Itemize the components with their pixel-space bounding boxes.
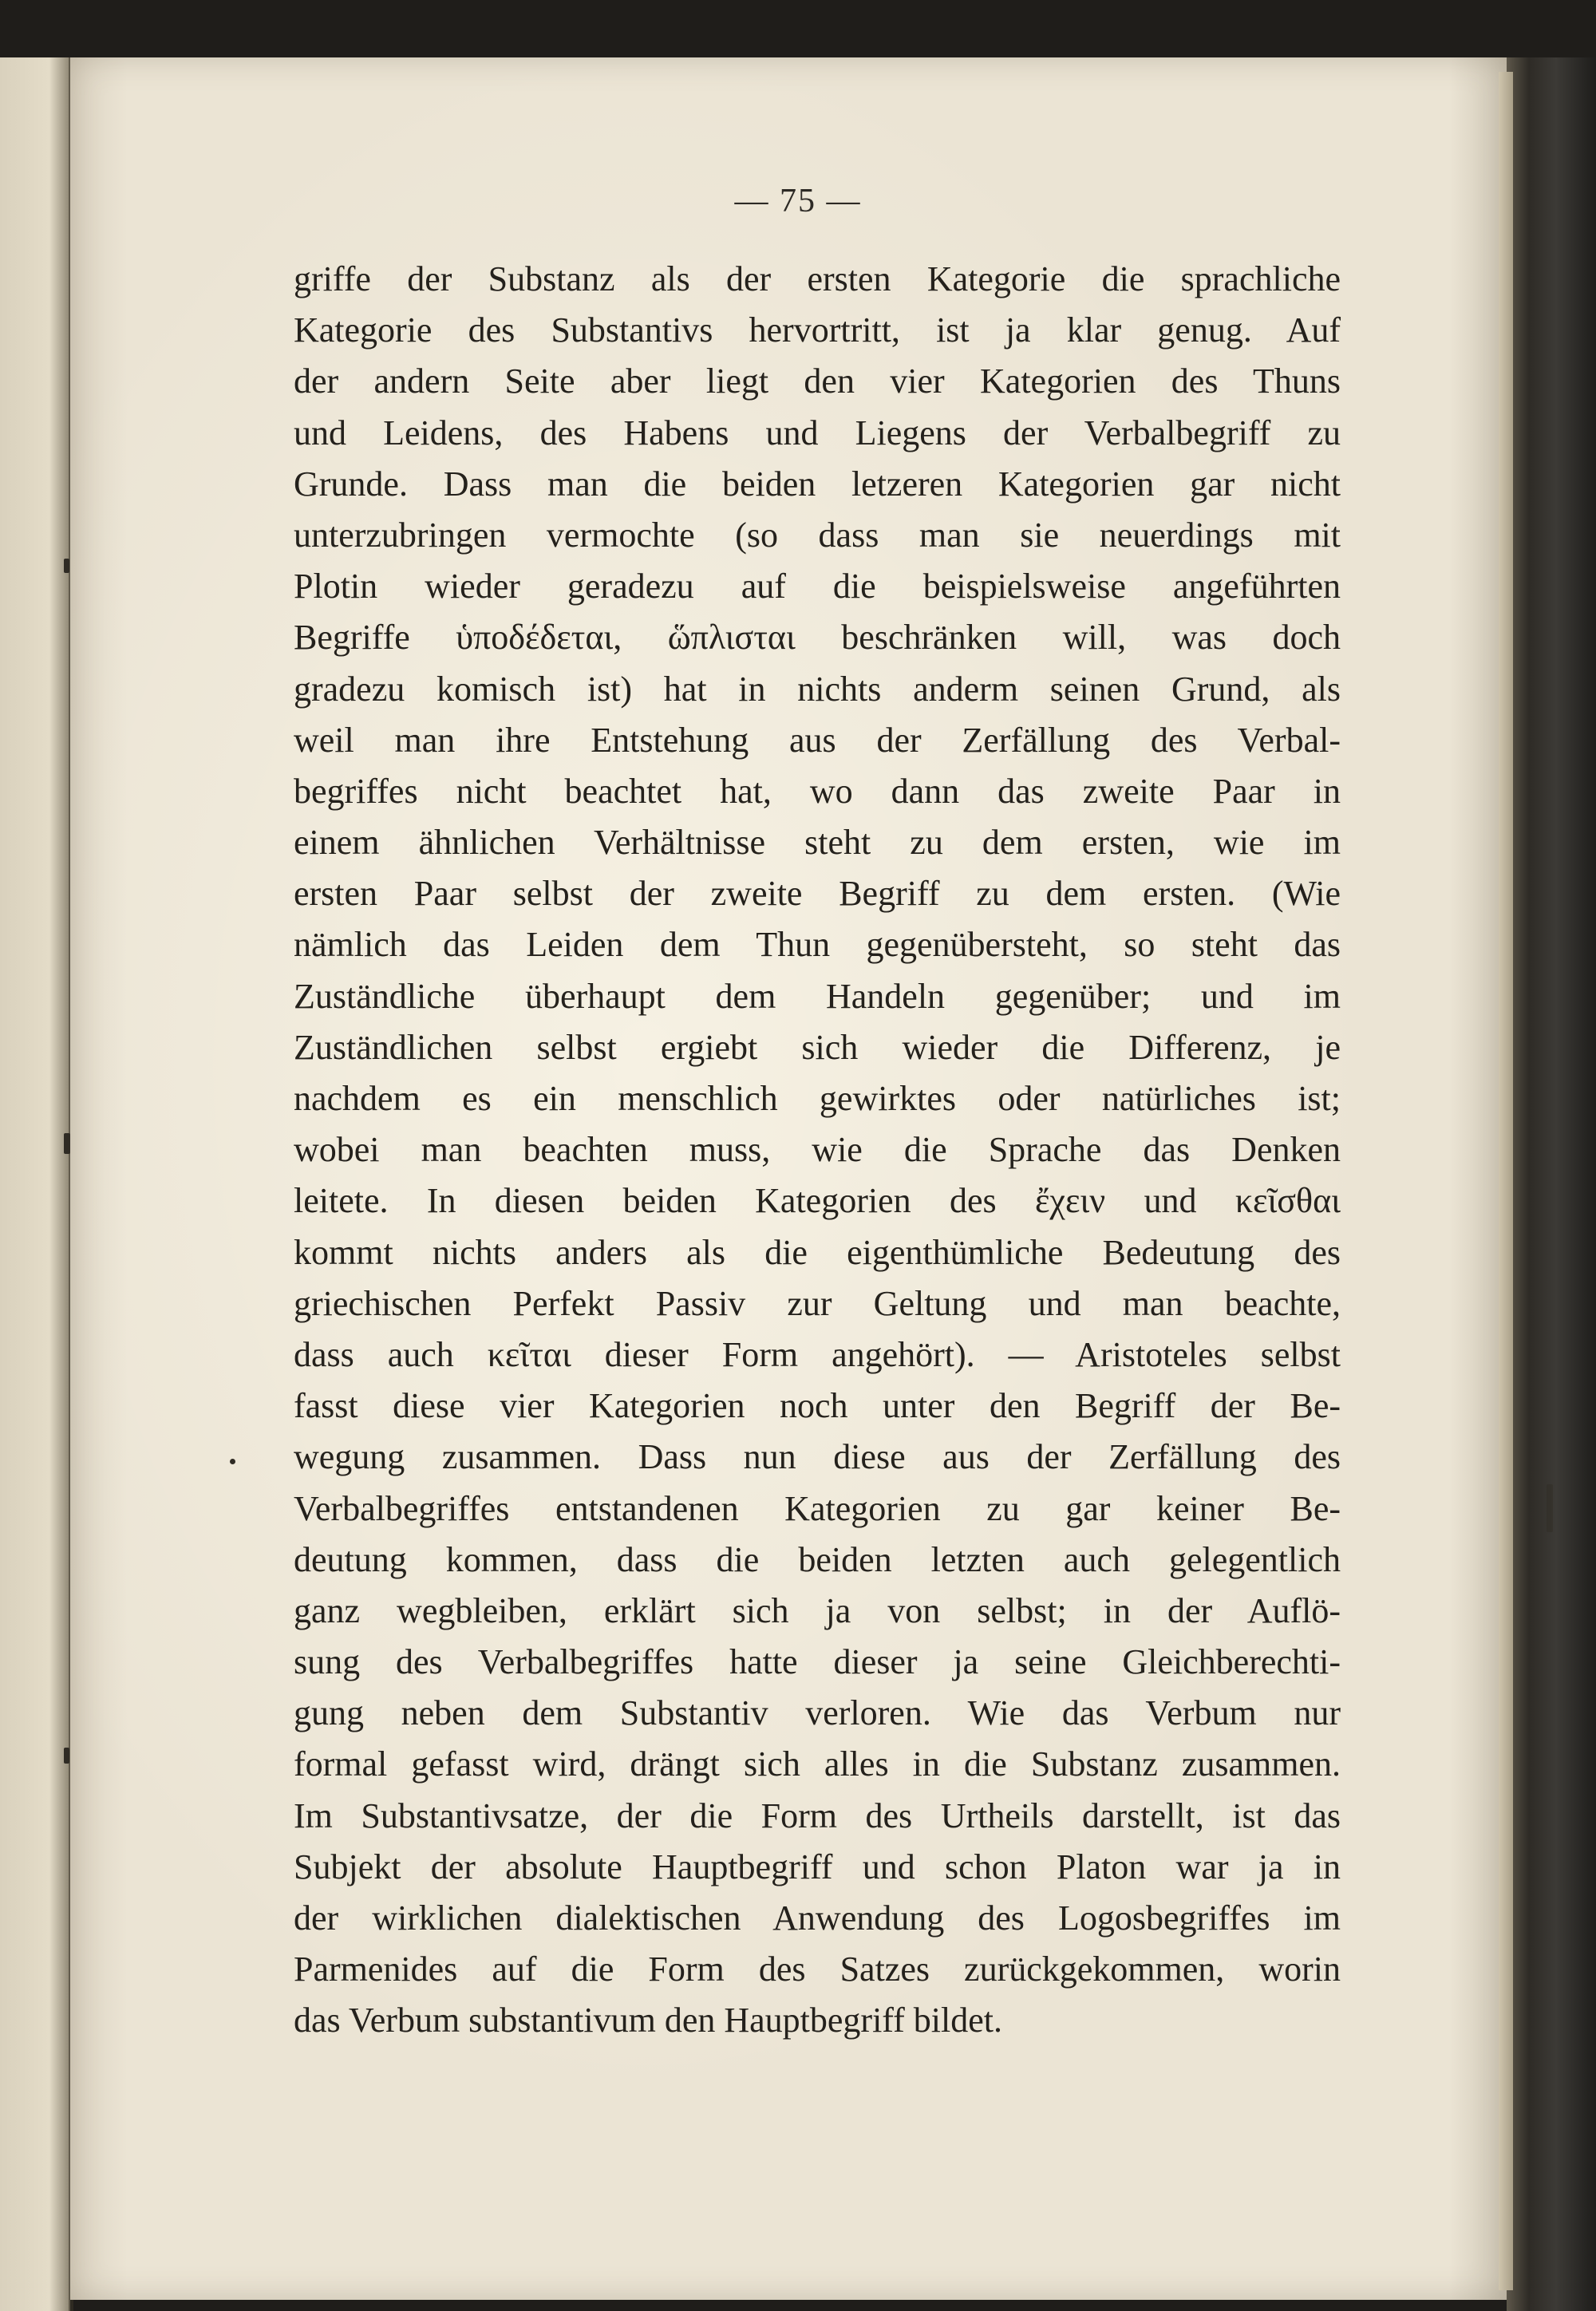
text-line: Kategorie des Substantivs hervortritt, ist ja klar genug. Auf xyxy=(294,310,1341,350)
text-line: nämlich das Leiden dem Thun gegenübersteht, so steht das xyxy=(294,925,1341,965)
text-line: fasst diese vier Kategorien noch unter den Begriff der Be- xyxy=(294,1386,1341,1426)
body-text xyxy=(294,254,1341,2047)
text-line: sung des Verbalbegriffes hatte dieser ja seine Gleichberechti- xyxy=(294,1642,1341,1682)
text-line: gung neben dem Substantiv verloren. Wie das Verbum nur xyxy=(294,1693,1341,1733)
text-line: Begriffe ὑποδέδεται, ὥπλισται beschränken will, was doch xyxy=(294,618,1341,658)
text-line: nachdem es ein menschlich gewirktes oder natürliches ist; xyxy=(294,1079,1341,1118)
text-line: weil man ihre Entstehung aus der Zerfällung des Verbal- xyxy=(294,720,1341,760)
margin-mark xyxy=(1547,1484,1553,1532)
text-line: dass auch κεῖται dieser Form angehört). — Aristoteles selbst xyxy=(294,1334,1341,1374)
text-line: Zuständlichen selbst ergiebt sich wieder die Differenz, je xyxy=(294,1027,1341,1067)
text-line: Grunde. Dass man die beiden letzeren Kategorien gar nicht xyxy=(294,464,1341,504)
text-line: der wirklichen dialektischen Anwendung des Logosbegriffes im xyxy=(294,1898,1341,1938)
margin-mark xyxy=(64,1133,70,1154)
text-line: und Leidens, des Habens und Liegens der Verbalbegriff zu xyxy=(294,413,1341,452)
text-line: formal gefasst wird, drängt sich alles in die Substanz zusammen. xyxy=(294,1744,1341,1784)
text-line: Plotin wieder geradezu auf die beispielsweise angeführten xyxy=(294,567,1341,606)
margin-mark xyxy=(64,1748,69,1764)
margin-mark xyxy=(64,559,69,573)
text-line: leitete. In diesen beiden Kategorien des ἔχειν und κεῖσθαι xyxy=(294,1181,1341,1221)
text-line: deutung kommen, dass die beiden letzten auch gelegentlich xyxy=(294,1539,1341,1579)
text-line: ganz wegbleiben, erklärt sich ja von selbst; in der Auflö- xyxy=(294,1590,1341,1630)
text-line: begriffes nicht beachtet hat, wo dann das zweite Paar in xyxy=(294,771,1341,811)
text-line: Im Substantivsatze, der die Form des Urtheils darstellt, ist das xyxy=(294,1795,1341,1835)
text-line: unterzubringen vermochte (so dass man sie neuerdings mit xyxy=(294,515,1341,555)
text-line: kommt nichts anders als die eigenthümliche Bedeutung des xyxy=(294,1232,1341,1272)
text-line: Subjekt der absolute Hauptbegriff und schon Platon war ja in xyxy=(294,1847,1341,1886)
previous-page-edge xyxy=(0,57,70,2311)
text-line: der andern Seite aber liegt den vier Kategorien des Thuns xyxy=(294,361,1341,401)
text-line-last: das Verbum substantivum den Hauptbegriff bildet. xyxy=(294,2001,1003,2040)
margin-mark xyxy=(230,1459,235,1464)
page-number: — 75 — xyxy=(734,183,862,219)
page-stack-edge xyxy=(1499,72,1513,2290)
text-line: Verbalbegriffes entstandenen Kategorien zu gar keiner Be- xyxy=(294,1488,1341,1528)
text-line: griechischen Perfekt Passiv zur Geltung und man beachte, xyxy=(294,1283,1341,1323)
text-line: gradezu komisch ist) hat in nichts anderm seinen Grund, als xyxy=(294,669,1341,709)
text-line: ersten Paar selbst der zweite Begriff zu dem ersten. (Wie xyxy=(294,874,1341,914)
text-line: wobei man beachten muss, wie die Sprache das Denken xyxy=(294,1130,1341,1170)
text-line: Zuständliche überhaupt dem Handeln gegenüber; und im xyxy=(294,976,1341,1016)
book-cover-edge xyxy=(1507,57,1596,2311)
text-line: einem ähnlichen Verhältnisse steht zu dem ersten, wie im xyxy=(294,823,1341,863)
text-line: griffe der Substanz als der ersten Kategorie die sprachliche xyxy=(294,259,1341,298)
text-line: wegung zusammen. Dass nun diese aus der Zerfällung des xyxy=(294,1437,1341,1477)
text-line: Parmenides auf die Form des Satzes zurückgekommen, worin xyxy=(294,1950,1341,1989)
